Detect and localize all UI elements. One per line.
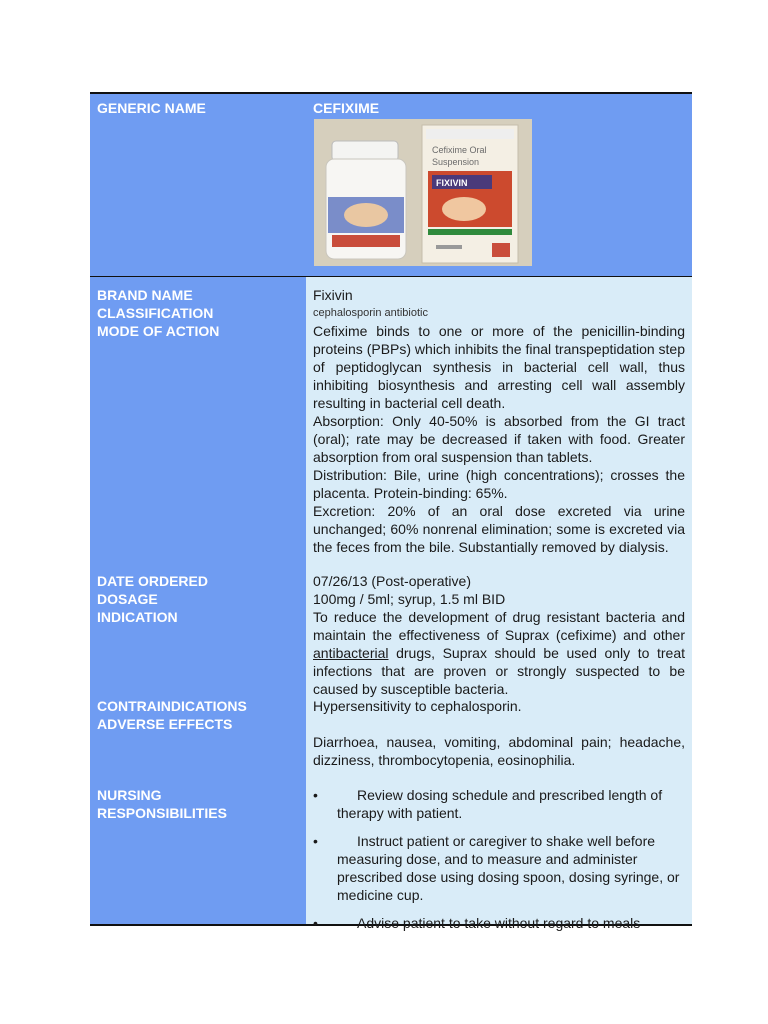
nursing-text-1: Review dosing schedule and prescribed length of therapy with patient. [337,787,663,821]
indication-label: INDICATION [97,609,178,625]
adverse-effects-value: Diarrhoea, nausea, vomiting, abdominal pain; headache, dizziness, thrombocytopenia, eosinophilia. [313,734,685,768]
generic-name-label: GENERIC NAME [97,100,206,116]
drug-study-table [90,92,692,931]
indication-part-b: drugs, Suprax should be used only to treat infections that are proven or strongly suspected to be caused by susceptible bacteria. [313,645,686,697]
date-ordered-value: 07/26/13 (Post-operative) [313,573,471,589]
classification-label: CLASSIFICATION [97,305,214,321]
nursing-text-3: Advise patient to take without regard to meals [357,915,641,931]
brand-name-label: BRAND NAME [97,287,193,303]
dosage-label: DOSAGE [97,591,158,607]
box-brand: FIXIVIN [436,178,468,188]
nursing-label: NURSING [97,787,162,803]
indication-text [313,608,685,698]
brand-name-value: Fixivin [313,287,353,303]
contraindications-label: CONTRAINDICATIONS [97,698,247,714]
bullet-marker: • [313,787,318,803]
bullet-marker: • [313,833,318,849]
box-label-2: Suspension [432,157,480,167]
distribution-text: Distribution: Bile, urine (high concentrations); crosses the placenta. Protein-binding: 65%. [313,467,685,501]
excretion-text: Excretion: 20% of an oral dose excreted via urine unchanged; 60% nonrenal elimination; some is excreted via the feces from the bile. Substantially removed by dialysis. [313,503,685,555]
product-photo-graphic [314,119,532,266]
header-row [90,94,692,277]
nursing-bullet-1 [313,786,685,822]
date-ordered-label: DATE ORDERED [97,573,208,589]
contraindications-value: Hypersensitivity to cephalosporin. [313,698,522,714]
nursing-bullet-2 [313,832,685,904]
dosage-value: 100mg / 5ml; syrup, 1.5 ml BID [313,591,506,607]
classification-value: cephalosporin antibiotic [313,307,428,319]
product-image [314,119,532,266]
nursing-text-2: Instruct patient or caregiver to shake well before measuring dose, and to measure and administer prescribed dose using dosing spoon, dosing syringe, or medicine cup. [337,833,680,903]
antibacterial-link[interactable]: antibacterial [313,645,389,661]
responsibilities-label: RESPONSIBILITIES [97,805,227,821]
bullet-marker: • [313,915,318,931]
nursing-bullet-3 [313,914,685,932]
mode-of-action-label: MODE OF ACTION [97,323,220,339]
generic-name-value: CEFIXIME [313,100,380,116]
absorption-text: Absorption: Only 40-50% is absorbed from the GI tract (oral); rate may be decreased if taken with food. Greater absorption from oral suspension than tablets. [313,413,685,465]
indication-part-a: To reduce the development of drug resistant bacteria and maintain the effectiveness of Suprax (cefixime) and other [313,609,685,643]
box-label-1: Cefixime Oral [432,145,487,155]
body-row [90,277,692,931]
label-column [90,277,306,924]
mode-of-action-text: Cefixime binds to one or more of the penicillin-binding proteins (PBPs) which inhibits the final transpeptidation step of peptidoglycan synthesis in bacterial cell wall, thus inhibiting biosynthesis and arresting cell wall assembly resulting in bacterial cell death. [313,323,685,411]
value-column [306,277,692,931]
adverse-effects-label: ADVERSE EFFECTS [97,716,233,732]
